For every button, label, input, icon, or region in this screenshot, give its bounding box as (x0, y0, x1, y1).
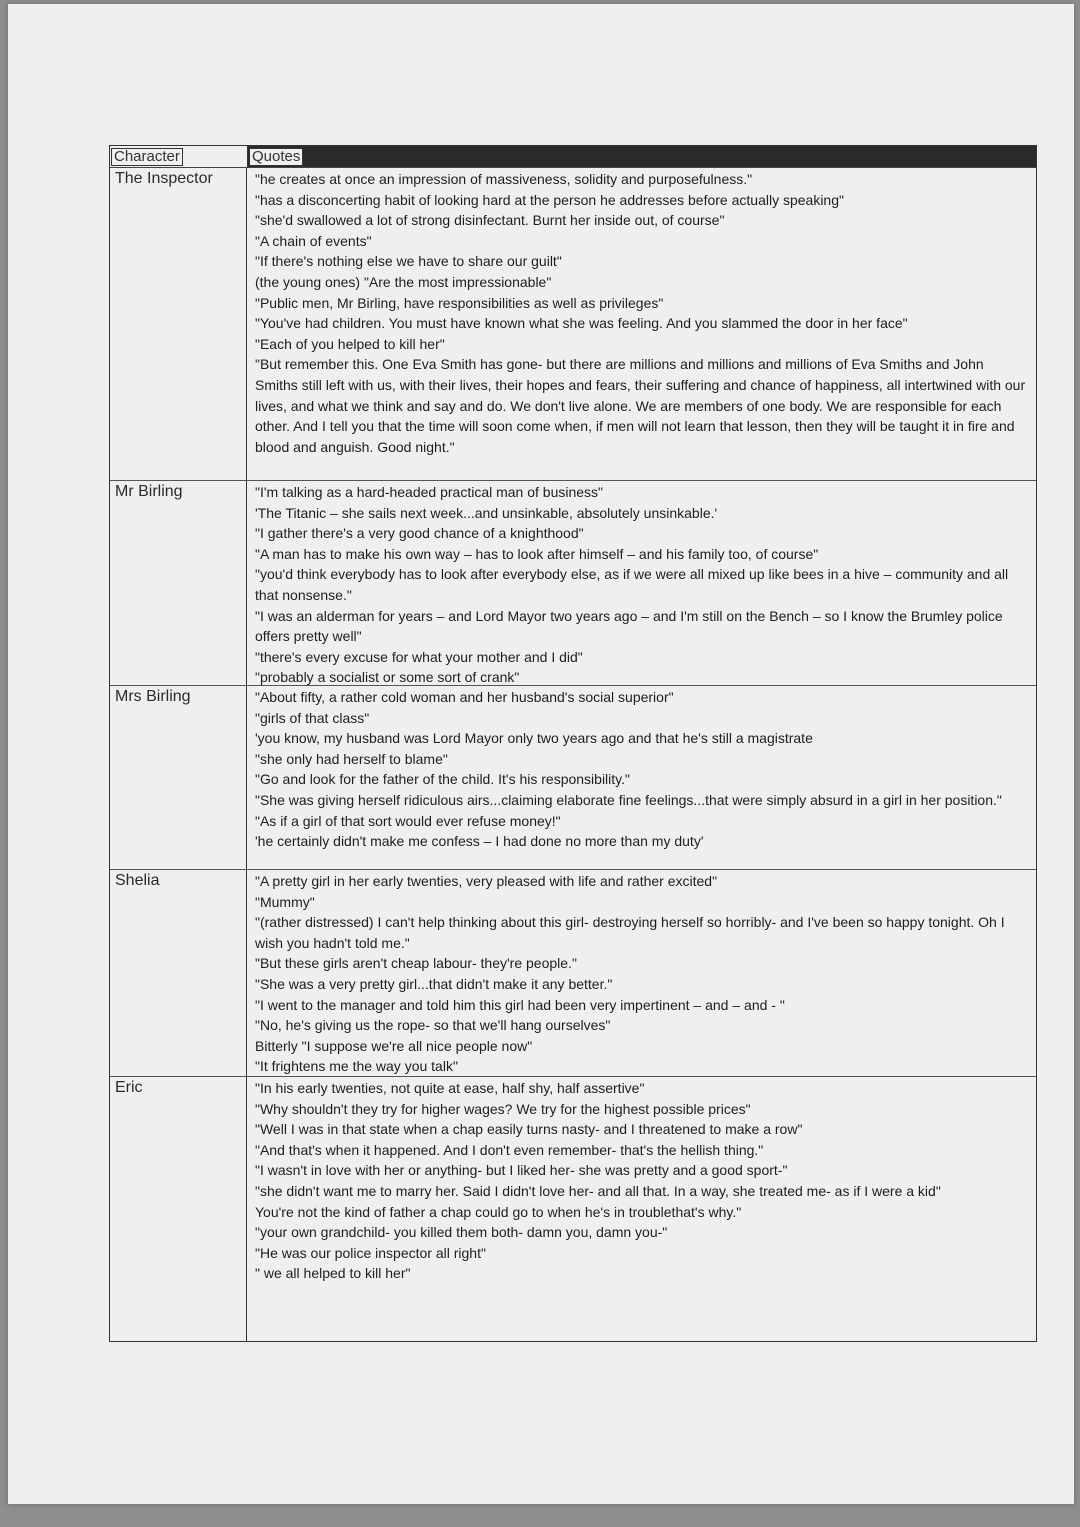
quote-line: "She was giving herself ridiculous airs...claiming elaborate fine feelings...that were simply absurd in a girl in her position." (255, 791, 1002, 808)
quotes-cell (247, 481, 1036, 685)
character-name: Eric (110, 1077, 247, 1341)
quote-line: "Public men, Mr Birling, have responsibilities as well as privileges" (255, 294, 664, 311)
character-name: Shelia (110, 870, 247, 1076)
quote-line: "has a disconcerting habit of looking hard at the person he addresses before actually speaking" (255, 191, 844, 208)
quote-line: "You've had children. You must have known what she was feeling. And you slammed the door in her face" (255, 315, 908, 332)
quote-line: "I was an alderman for years – and Lord Mayor two years ago – and I'm still on the Bench – so I know the Brumley police offers pretty well" (255, 607, 1007, 645)
quote-line: "In his early twenties, not quite at ease, half shy, half assertive" (255, 1080, 645, 1096)
quote-line: (the young ones) "Are the most impressionable" (255, 273, 552, 290)
quote-line: "She was a very pretty girl...that didn't make it any better." (255, 975, 613, 992)
quote-line: "A pretty girl in her early twenties, very pleased with life and rather excited" (255, 873, 718, 889)
quote-line: 'he certainly didn't make me confess – I had done no more than my duty' (255, 833, 704, 850)
quote-line: "you'd think everybody has to look after everybody else, as if we were all mixed up like bees in a hive – community and all that nonsense." (255, 566, 1013, 603)
quotes-cell (247, 168, 1036, 480)
quote-line: "A chain of events" (255, 232, 372, 249)
character-quotes-table (109, 145, 1037, 1342)
quote-line: "If there's nothing else we have to share our guilt" (255, 253, 562, 270)
table-row (110, 481, 1036, 686)
table-row (110, 870, 1036, 1077)
quote-line: "Go and look for the father of the child. It's his responsibility." (255, 771, 630, 788)
quote-line: "Well I was in that state when a chap easily turns nasty- and I threatened to make a row" (255, 1121, 803, 1138)
quote-line: "she didn't want me to marry her. Said I didn't love her- and all that. In a way, she treated me- as if I were a kid" (255, 1182, 941, 1199)
table-row (110, 1077, 1036, 1341)
character-name: Mr Birling (110, 481, 247, 685)
quote-line: " we all helped to kill her" (255, 1265, 411, 1282)
quote-line: "he creates at once an impression of massiveness, solidity and purposefulness." (255, 171, 753, 187)
quote-line: You're not the kind of father a chap could go to when he's in troublethat's why." (255, 1203, 742, 1220)
table-header (110, 146, 1036, 168)
quote-line: "As if a girl of that sort would ever refuse money!" (255, 812, 561, 829)
quote-line: 'The Titanic – she sails next week...and unsinkable, absolutely unsinkable.' (255, 504, 718, 521)
quote-line: "It frightens me the way you talk" (255, 1058, 458, 1075)
table-row (110, 168, 1036, 481)
table-row (110, 686, 1036, 870)
character-name: Mrs Birling (110, 686, 247, 869)
quote-line: "I gather there's a very good chance of a knighthood" (255, 525, 584, 542)
quote-line: "your own grandchild- you killed them both- damn you, damn you-" (255, 1224, 668, 1241)
quote-line: "But remember this. One Eva Smith has gone- but there are millions and millions and millions of Eva Smiths and John Smiths still left with us, with their lives, their hopes and fears, their suffering and chance of happiness, all intertwined with our lives, and what we think and say and do. We don't live alone. We are members of one body. We are responsible for each other. And I tell you that the time will soon come when, if men will not learn that lesson, then they will be taught it in fire and blood and anguish. Good night." (255, 356, 1030, 455)
quote-line: "Why shouldn't they try for higher wages? We try for the highest possible prices" (255, 1100, 751, 1117)
paper-sheet (8, 4, 1074, 1504)
quote-line: "Mummy" (255, 893, 315, 910)
quote-line: "there's every excuse for what your mother and I did" (255, 648, 583, 665)
quote-line: Bitterly "I suppose we're all nice people now" (255, 1037, 533, 1054)
header-character: Character (111, 148, 183, 166)
header-quotes: Quotes (249, 148, 303, 166)
quotes-cell (247, 870, 1036, 1076)
quote-line: "I went to the manager and told him this girl had been very impertinent – and – and - " (255, 996, 785, 1013)
quote-line: "I'm talking as a hard-headed practical man of business" (255, 484, 604, 500)
quote-line: "A man has to make his own way – has to look after himself – and his family too, of course" (255, 545, 819, 562)
quote-line: "girls of that class" (255, 709, 370, 726)
quote-line: "probably a socialist or some sort of crank" (255, 669, 520, 686)
quote-line: "About fifty, a rather cold woman and her husband's social superior" (255, 689, 674, 705)
quote-line: "And that's when it happened. And I don't even remember- that's the hellish thing." (255, 1141, 764, 1158)
quote-line: "I wasn't in love with her or anything- but I liked her- she was pretty and a good sport-" (255, 1162, 788, 1179)
quotes-cell (247, 1077, 1036, 1341)
table-body (110, 168, 1036, 1341)
quote-line: "Each of you helped to kill her" (255, 335, 445, 352)
quote-line: "No, he's giving us the rope- so that we'll hang ourselves" (255, 1017, 611, 1034)
quote-line: "But these girls aren't cheap labour- they're people." (255, 955, 577, 972)
quotes-cell (247, 686, 1036, 869)
quote-line: "she'd swallowed a lot of strong disinfectant. Burnt her inside out, of course" (255, 212, 725, 229)
quote-line: 'you know, my husband was Lord Mayor only two years ago and that he's still a magistrate (255, 730, 813, 747)
quote-line: "she only had herself to blame" (255, 750, 448, 767)
quote-line: "(rather distressed) I can't help thinking about this girl- destroying herself so horribly- and I've been so happy tonight. Oh I wish you hadn't told me." (255, 914, 1009, 951)
quote-line: "He was our police inspector all right" (255, 1244, 486, 1261)
character-name: The Inspector (110, 168, 247, 480)
